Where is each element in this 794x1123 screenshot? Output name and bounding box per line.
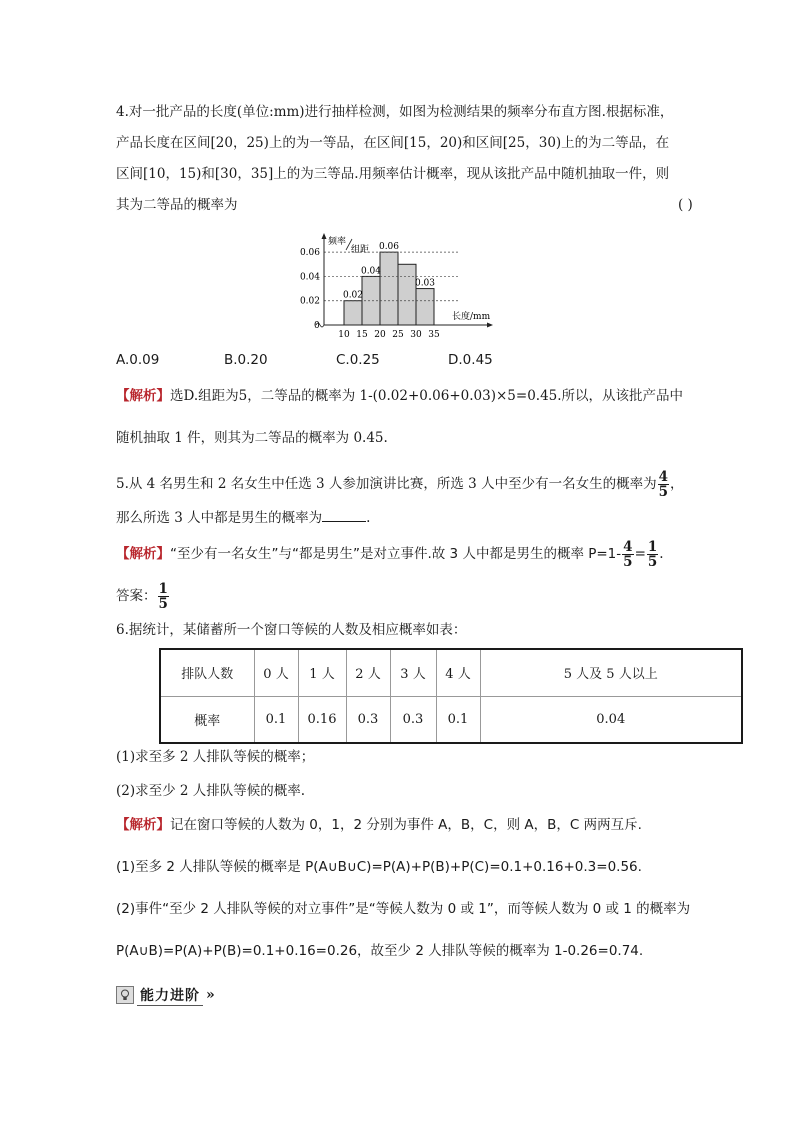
q6-analysis-line1 xyxy=(116,815,642,835)
table-cell: 0.1 xyxy=(436,696,480,743)
q6-line1: 6.据统计，某储蓄所一个窗口等候的人数及相应概率如表： xyxy=(116,622,467,638)
bar-value-label: 0.03 xyxy=(414,278,436,289)
q5-comma: ， xyxy=(669,476,684,492)
bar-value-label: 0.02 xyxy=(342,290,364,301)
x-tick-label: 30 xyxy=(410,330,422,340)
table-cell: 0.1 xyxy=(254,696,298,743)
q5-line2 xyxy=(116,507,370,528)
option-d: D.0.45 xyxy=(448,352,493,368)
table-cell: 3 人 xyxy=(390,649,436,696)
analysis-tag: 【解析】 xyxy=(116,817,170,833)
q4-line2: 产品长度在区间[20，25)上的为一等品，在区间[15，20)和区间[25，30)上的为二等品，在 xyxy=(116,135,670,151)
q4-line4: 其为二等品的概率为 xyxy=(116,197,238,213)
option-a: A.0.09 xyxy=(116,352,160,368)
section-header xyxy=(116,985,215,1005)
histogram-bar xyxy=(380,252,398,325)
analysis-tag: 【解析】 xyxy=(116,388,170,404)
q5-period: . xyxy=(659,546,664,562)
table-row xyxy=(160,696,742,743)
y-tick-label: 0.02 xyxy=(299,296,320,307)
table-cell: 4 人 xyxy=(436,649,480,696)
histogram-bar xyxy=(398,264,416,325)
q4-line1: 4.对一批产品的长度(单位:mm)进行抽样检测，如图为检测结果的频率分布直方图.根据标准， xyxy=(116,104,674,120)
x-tick-label: 35 xyxy=(428,330,440,340)
equals-sign: = xyxy=(634,546,646,562)
q5-analysis-text: “至少有一名女生”与“都是男生”是对立事件.故 3 人中都是男生的概率 P=1- xyxy=(170,546,622,562)
histogram-bar xyxy=(344,301,362,325)
y-tick-label: 0.04 xyxy=(299,272,320,283)
frac-num: 4 xyxy=(658,469,668,485)
q5-line1 xyxy=(116,466,683,502)
origin-label: 0 xyxy=(314,321,320,331)
table-cell: 1 人 xyxy=(298,649,346,696)
q6-analysis-line4: P(A∪B)=P(A)+P(B)=0.1+0.16=0.26，故至少 2 人排队等候的概率为 1-0.26=0.74. xyxy=(116,943,644,959)
table-cell: 0 人 xyxy=(254,649,298,696)
q5-line2-end: . xyxy=(366,510,371,526)
q4-line3: 区间[10，15)和[30，35]上的为三等品.用频率估计概率，现从该批产品中随机抽取一件，则 xyxy=(116,166,670,182)
option-c: C.0.25 xyxy=(336,352,380,368)
table-cell: 5 人及 5 人以上 xyxy=(480,649,742,696)
q4-analysis-line1 xyxy=(116,386,683,406)
table-row xyxy=(160,649,742,696)
frac-den: 5 xyxy=(658,484,668,500)
fraction-four-fifths: $\frac{4}{5}$ xyxy=(623,539,633,570)
table-cell: 0.16 xyxy=(298,696,346,743)
q6-analysis-line2: (1)至多 2 人排队等候的概率是 P(A∪B∪C)=P(A)+P(B)+P(C)=0.1+0.16+0.3=0.56. xyxy=(116,859,642,875)
x-tick-label: 20 xyxy=(374,330,386,340)
table-cell: 概率 xyxy=(160,696,254,743)
q4-analysis-text1: 选D.组距为5，二等品的概率为 1-(0.02+0.06+0.03)×5=0.45.所以，从该批产品中 xyxy=(170,388,684,404)
analysis-tag: 【解析】 xyxy=(116,546,170,562)
q5-text1: 5.从 4 名男生和 2 名女生中任选 3 人参加演讲比赛，所选 3 人中至少有一名女生的概率为 xyxy=(116,476,657,492)
section-title: 能力进阶 xyxy=(137,985,203,1006)
q4-analysis-line2: 随机抽取 1 件，则其为二等品的概率为 0.45. xyxy=(116,430,388,446)
y-axis-arrow xyxy=(322,233,327,239)
histogram-bar xyxy=(416,289,434,325)
table-cell: 排队人数 xyxy=(160,649,254,696)
q6-analysis-line3: (2)事件“至少 2 人排队等候的对立事件”是“等候人数为 0 或 1”，而等候人数为 0 或 1 的概率为 xyxy=(116,901,691,917)
q6-analysis-text1: 记在窗口等候的人数为 0，1，2 分别为事件 A，B，C，则 A，B，C 两两互斥. xyxy=(170,817,642,833)
bar-value-label: 0.06 xyxy=(378,242,400,253)
q5-answer xyxy=(116,578,170,614)
probability-table xyxy=(159,648,743,744)
x-tick-label: 10 xyxy=(338,330,350,340)
y-tick-label: 0.06 xyxy=(299,248,320,259)
x-tick-label: 25 xyxy=(392,330,404,340)
answer-fraction: $\frac{1}{5}$ xyxy=(158,581,168,612)
xlabel: 长度/mm xyxy=(452,312,491,322)
option-b: B.0.20 xyxy=(224,352,268,368)
table-cell: 2 人 xyxy=(346,649,390,696)
ylabel-top: 频率 xyxy=(328,237,347,247)
q6-sub1: (1)求至多 2 人排队等候的概率； xyxy=(116,749,315,765)
x-axis-arrow xyxy=(487,323,493,328)
q5-analysis xyxy=(116,536,664,572)
q5-text2: 那么所选 3 人中都是男生的概率为 xyxy=(116,510,323,526)
lightbulb-icon xyxy=(116,986,134,1004)
answer-parentheses: ( ) xyxy=(678,197,693,213)
q6-sub2: (2)求至少 2 人排队等候的概率. xyxy=(116,783,306,799)
bar-value-label: 0.04 xyxy=(360,266,382,277)
table-cell: 0.3 xyxy=(390,696,436,743)
fraction-four-fifths xyxy=(658,470,669,499)
x-tick-label: 15 xyxy=(356,330,368,340)
histogram-chart xyxy=(290,230,510,340)
answer-label: 答案： xyxy=(116,588,157,604)
ylabel-bottom: 组距 xyxy=(351,245,370,255)
table-cell: 0.04 xyxy=(480,696,742,743)
fraction-one-fifth: $\frac{1}{5}$ xyxy=(647,539,658,570)
answer-blank xyxy=(322,507,366,522)
double-chevron-icon: » xyxy=(206,987,215,1003)
table-cell: 0.3 xyxy=(346,696,390,743)
